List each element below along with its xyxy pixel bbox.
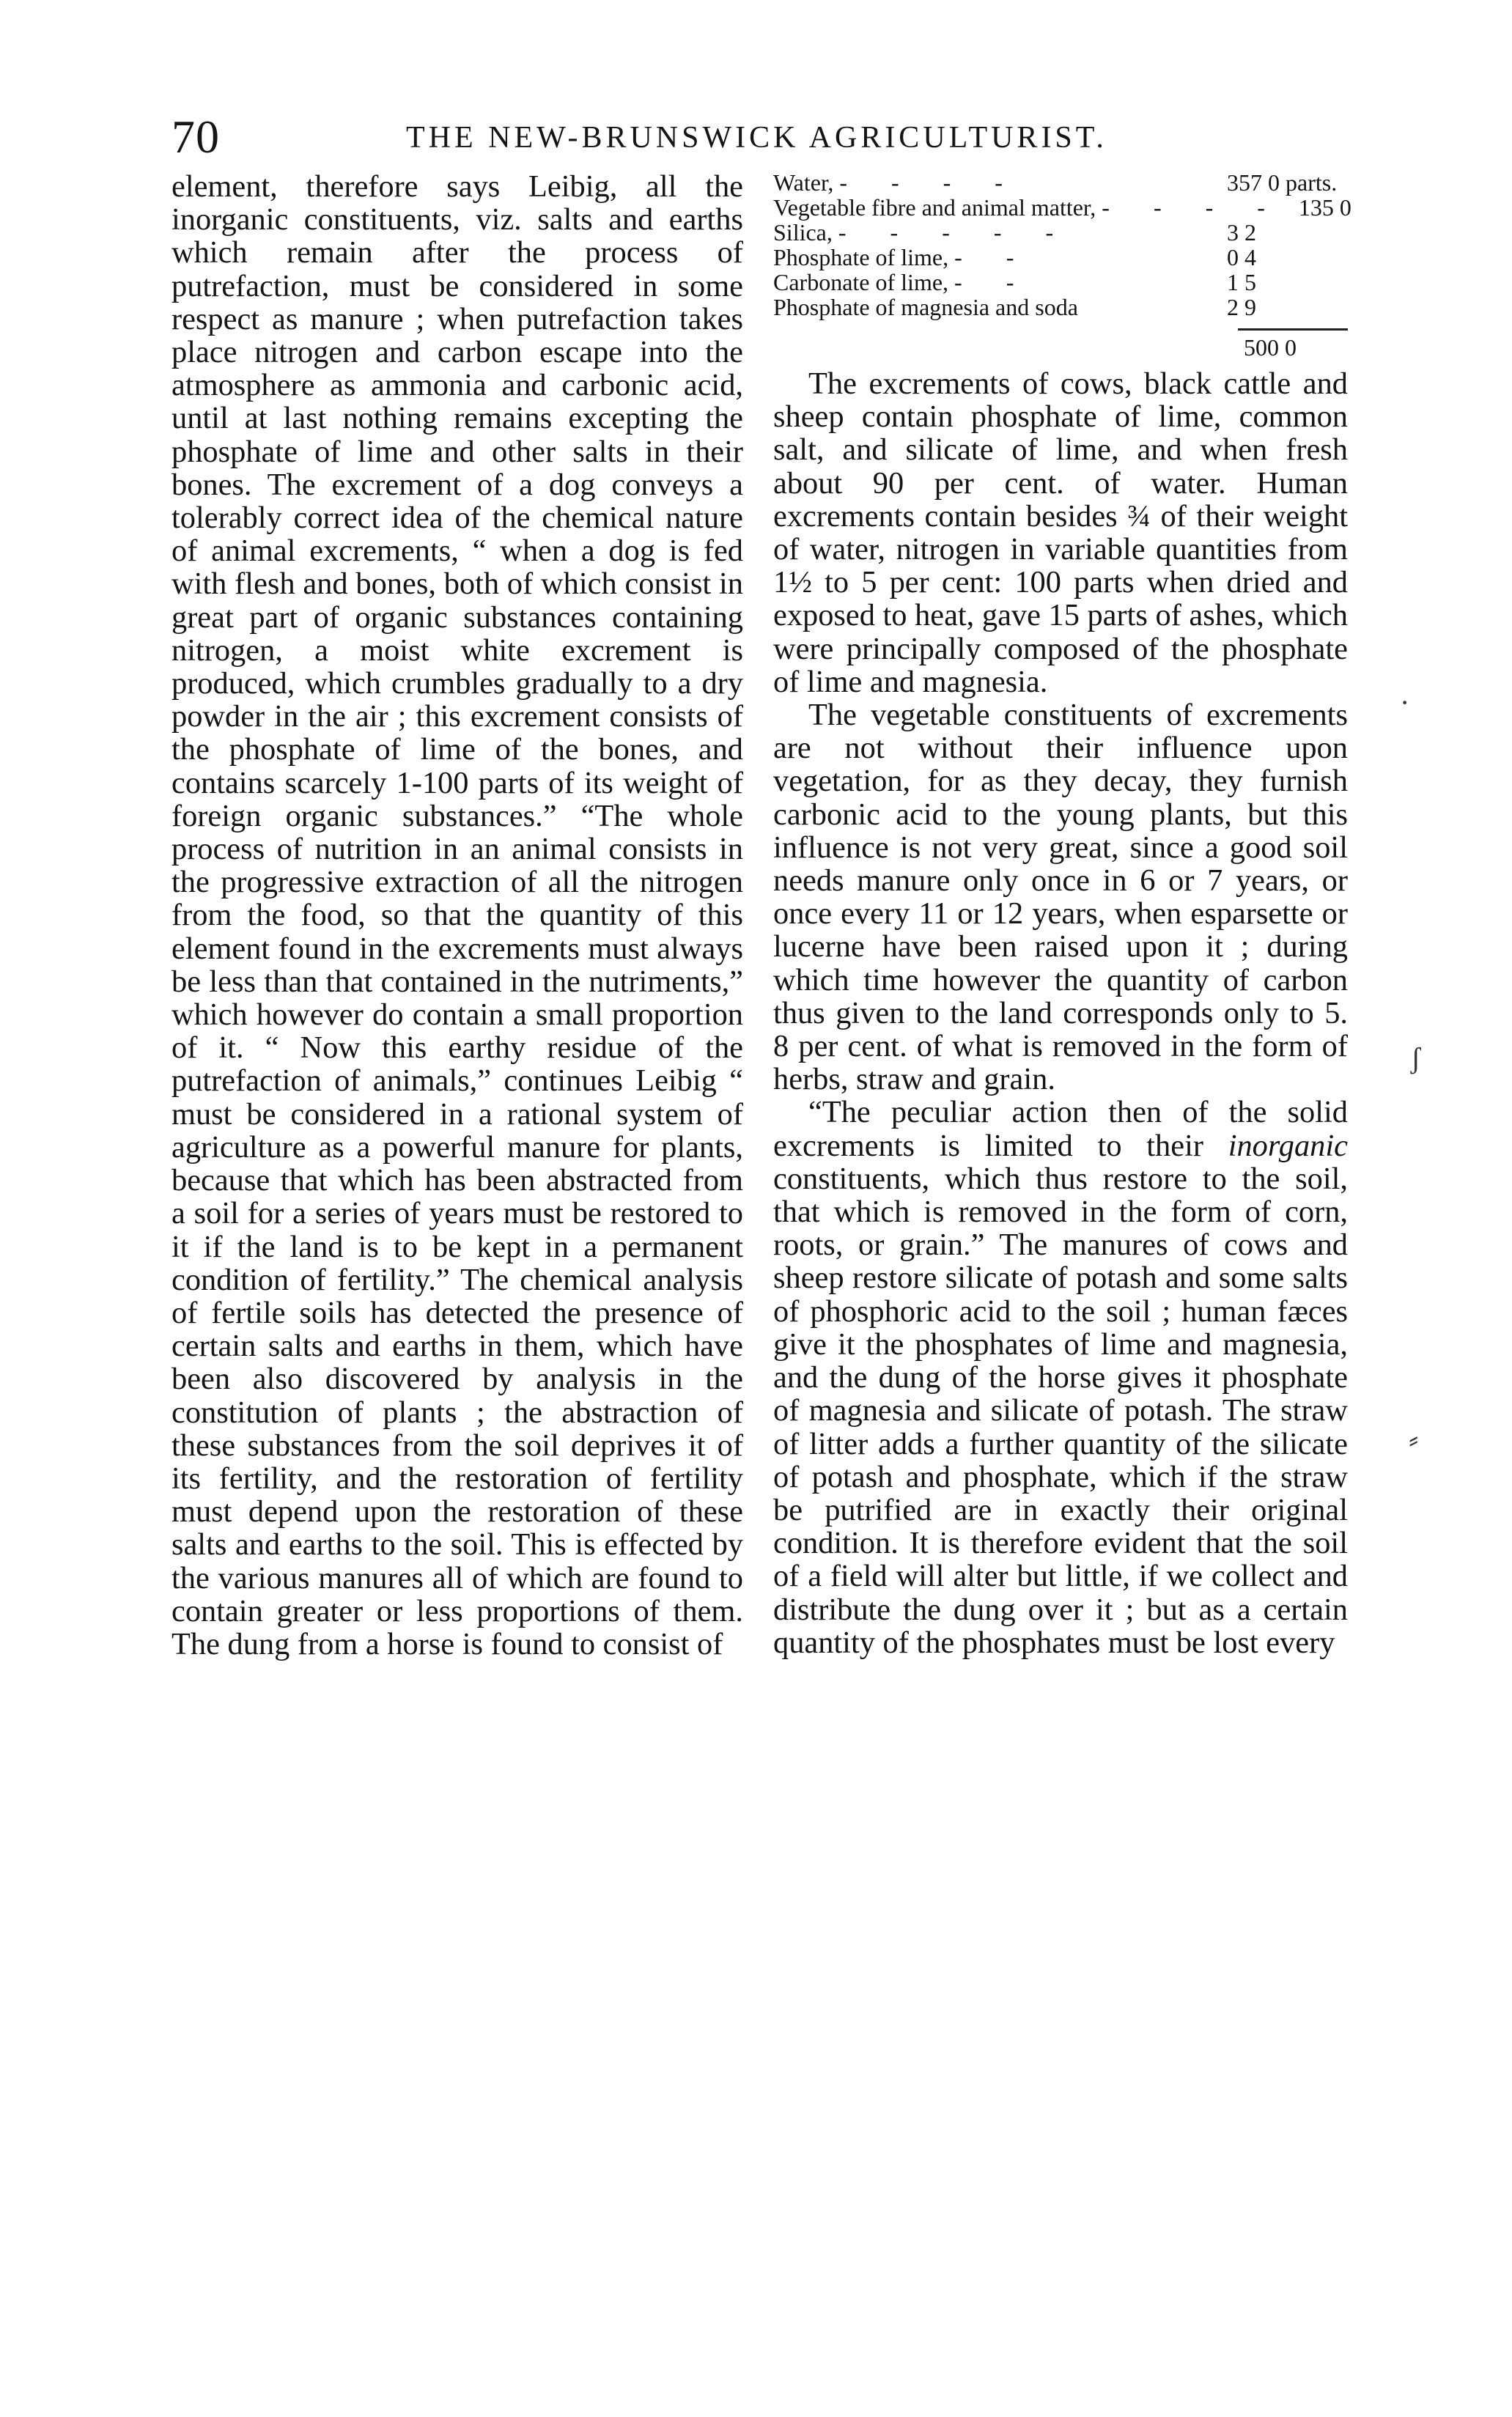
row-label: Phosphate of lime, (773, 244, 949, 270)
left-column (172, 170, 743, 1661)
table-row (773, 245, 1348, 270)
row-leader: - - (954, 269, 1033, 295)
margin-speck: ⸗ (1409, 1422, 1419, 1455)
table-row (773, 220, 1348, 245)
row-value: 135 0 (1298, 194, 1351, 221)
row-value: 3 2 (1227, 219, 1256, 246)
sum-rule (1238, 328, 1348, 331)
row-leader: - - - - - (838, 219, 1073, 246)
row-leader: - - - - (839, 169, 1022, 196)
right-column (773, 169, 1351, 1660)
table-row (773, 170, 1348, 195)
row-value: 357 0 parts. (1227, 169, 1338, 196)
row-label: Carbonate of lime, (773, 269, 949, 295)
horse-dung-analysis-table (773, 169, 1351, 361)
margin-speck: · (1400, 686, 1410, 719)
row-value: 1 5 (1227, 269, 1256, 295)
table-total: 500 0 (1244, 334, 1297, 361)
table-row (773, 295, 1348, 320)
running-head: THE NEW-BRUNSWICK AGRICULTURIST. (406, 121, 1107, 155)
row-leader: - - (954, 244, 1033, 270)
row-value: 0 4 (1227, 244, 1256, 270)
paragraph-3-italic: inorganic (1228, 1128, 1348, 1163)
left-paragraph: element, therefore says Leibig, all the inorganic constituents, viz. salts and earths which remain after the process of putrefaction, must be considered in some respect as manure ; when putrefaction takes place nitrogen and carbon escape into the atmosphere as ammonia and carbonic acid, until at last nothing remains excepting the phosphate of lime and other salts in their bones. The excrement of a dog conveys a tolerably correct idea of the chemical nature of animal excrements, “ when a dog is fed with flesh and bones, both of which consist in great part of organic substances containing nitrogen, a moist white excrement is produced, which crumbles gradually to a dry powder in the air ; this excrement consists of the phosphate of lime of the bones, and contains scarcely 1-100 parts of its weight of foreign organic substances.” “The whole process of nutrition in an animal consists in the progressive extraction of all the nitrogen from the food, so that the quantity of this element found in the excrements must always be less than that contained in the nutriments,” which however do contain a small proportion of it. “ Now this earthy residue of the putrefaction of animals,” continues Leibig “ must be considered in a rational system of agriculture as a powerful manure for plants, because that which has been abstracted from a soil for a series of years must be restored to it if the land is to be kept in a permanent condition of fertility.” The chemical analysis of fertile soils has detected the presence of certain salts and earths in them, which have been also discovered by analysis in the constitution of plants ; the abstraction of these substances from the soil deprives it of its fertility, and the restoration of fertility must depend upon the restoration of these salts and earths to the soil. This is effected by the various manures all of which are found to contain greater or less proportions of them. The dung from a horse is found to consist of (172, 169, 743, 1661)
row-value: 2 9 (1227, 294, 1256, 320)
paragraph-3-rest: constituents, which thus restore to the soil, that which is removed in the form of corn, roots, or grain.” The manures of cows and sheep restore silicate of potash and some salts of phosphoric acid to the soil ; human fæces give it the phosphates of lime and magnesia, and the dung of the horse gives it phosphate of magnesia and silicate of potash. The straw of litter adds a further quantity of the silicate of potash and phosphate, which if the straw be putrified are in exactly their original condition. It is therefore evident that the soil of a field will alter but little, if we collect and distribute the dung over it ; but as a certain quantity of the phosphates must be lost every (773, 1161, 1348, 1660)
table-row (773, 270, 1348, 295)
table-row (773, 194, 1351, 221)
paragraph-3-lead: “The peculiar action then of the solid excrements is limited to their (773, 1095, 1348, 1163)
page-number: 70 (172, 111, 220, 163)
right-paragraph-1: The excrements of cows, black cattle and sheep contain phosphate of lime, common salt, and silicate of lime, and when fresh about 90 per cent. of water. Human excrements contain besides ¾ of their weight of water, nitrogen in variable quantities from 1½ to 5 per cent: 100 parts when dried and exposed to heat, gave 15 parts of ashes, which were principally composed of the phosphate of lime and magnesia. (773, 366, 1348, 699)
right-paragraph-3 (773, 1096, 1348, 1658)
right-paragraph-2: The vegetable constituents of excrements are not without their influence upon vegetation, for as they decay, they furnish carbonic acid to the young plants, but this influence is not very great, since a good soil needs manure only once in 6 or 7 years, or once every 11 or 12 years, when esparsette or lucerne have been raised upon it ; during which time however the quantity of carbon thus given to the land corresponds only to 5. 8 per cent. of what is removed in the form of herbs, straw and grain. (773, 698, 1348, 1097)
margin-speck: ʃ (1411, 1041, 1421, 1074)
row-label: Water, (773, 169, 834, 196)
row-label: Phosphate of magnesia and soda (773, 294, 1078, 320)
row-label: Vegetable fibre and animal matter, (773, 194, 1096, 221)
row-leader: - - - - (1102, 194, 1284, 221)
row-label: Silica, (773, 219, 833, 246)
